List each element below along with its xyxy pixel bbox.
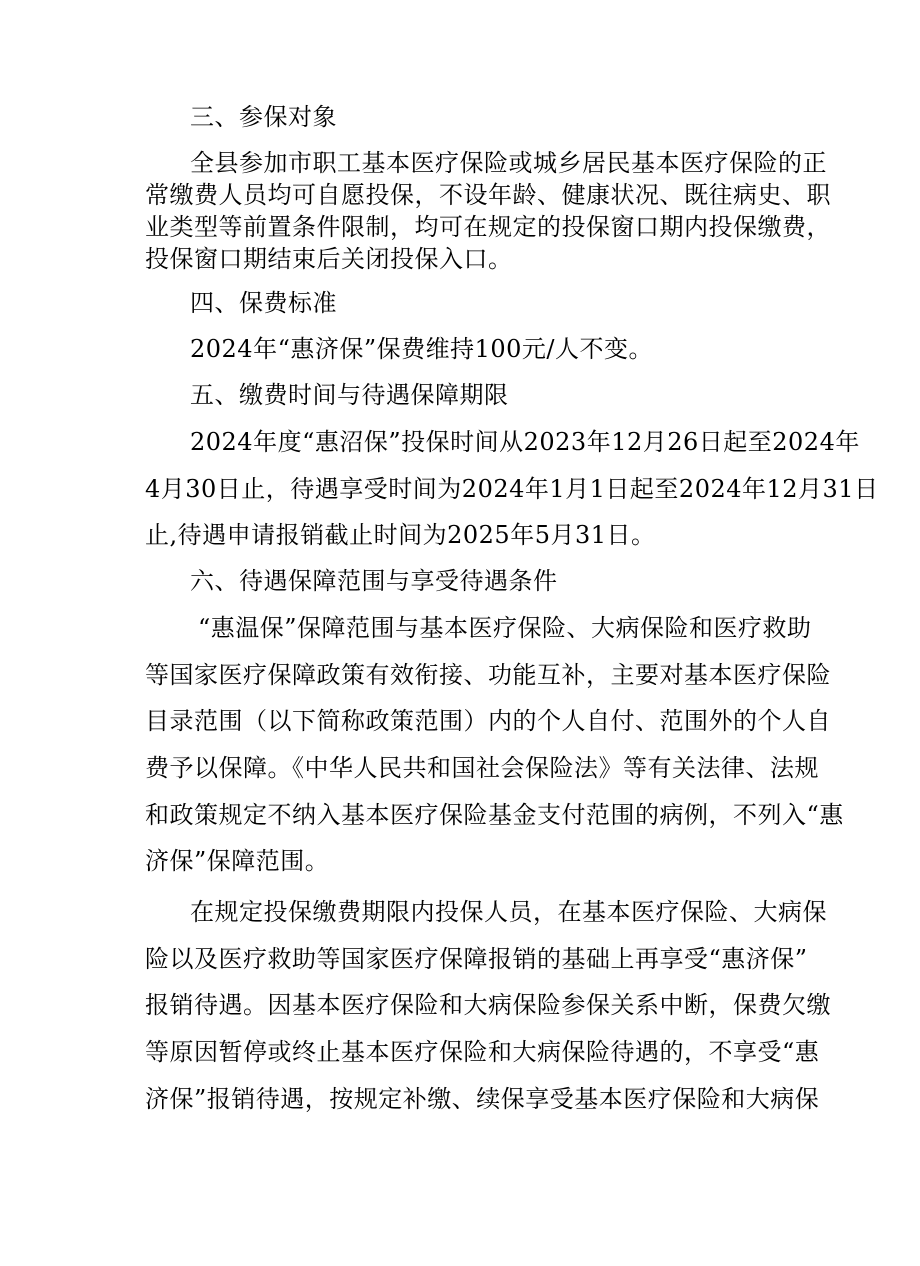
paragraph-line: 等国家医疗保障政策有效衔接、功能互补，主要对基本医疗保险: [145, 661, 831, 689]
paragraph-line: 止,待遇申请报销截止时间为2025年5月31日。: [145, 521, 656, 549]
paragraph-line: 常缴费人员均可自愿投保，不设年龄、健康状况、既往病史、职: [145, 181, 831, 209]
paragraph-line: 济保”保障范围。: [145, 847, 330, 875]
paragraph-line: 全县参加市职工基本医疗保险或城乡居民基本医疗保险的正: [190, 149, 827, 177]
paragraph-line: 2024年“惠济保”保费维持100元/人不变。: [190, 335, 654, 363]
paragraph-line: 等原因暂停或终止基本医疗保险和大病保险待遇的，不享受“惠: [145, 1038, 820, 1066]
section-heading-3: 三、参保对象: [190, 103, 337, 131]
paragraph-line: 和政策规定不纳入基本医疗保险基金支付范围的病例，不列入“惠: [145, 801, 844, 829]
paragraph-line: 费予以保障。《中华人民共和国社会保险法》等有关法律、法规: [145, 754, 819, 782]
paragraph-line: 济保”报销待遇，按规定补缴、续保享受基本医疗保险和大病保: [145, 1085, 820, 1113]
paragraph-line: “惠温保”保障范围与基本医疗保险、大病保险和医疗救助: [198, 614, 812, 642]
paragraph-line: 2024年度“惠沼保”投保时间从2023年12月26日起至2024年: [190, 428, 860, 456]
section-heading-4: 四、保费标准: [190, 289, 337, 317]
paragraph-line: 4月30日止，待遇享受时间为2024年1月1日起至2024年12月31日: [145, 475, 879, 503]
section-heading-6: 六、待遇保障范围与享受待遇条件: [190, 567, 558, 595]
paragraph-line: 业类型等前置条件限制，均可在规定的投保窗口期内投保缴费，: [145, 213, 831, 241]
paragraph-line: 报销待遇。因基本医疗保险和大病保险参保关系中断，保费欠缴: [145, 991, 831, 1019]
paragraph-line: 在规定投保缴费期限内投保人员，在基本医疗保险、大病保: [190, 898, 827, 926]
section-heading-5: 五、缴费时间与待遇保障期限: [190, 381, 509, 409]
paragraph-line: 投保窗口期结束后关闭投保入口。: [145, 245, 513, 273]
paragraph-line: 目录范围（以下简称政策范围）内的个人自付、范围外的个人自: [145, 707, 831, 735]
paragraph-line: 险以及医疗救助等国家医疗保障报销的基础上再享受“惠济保”: [145, 945, 808, 973]
